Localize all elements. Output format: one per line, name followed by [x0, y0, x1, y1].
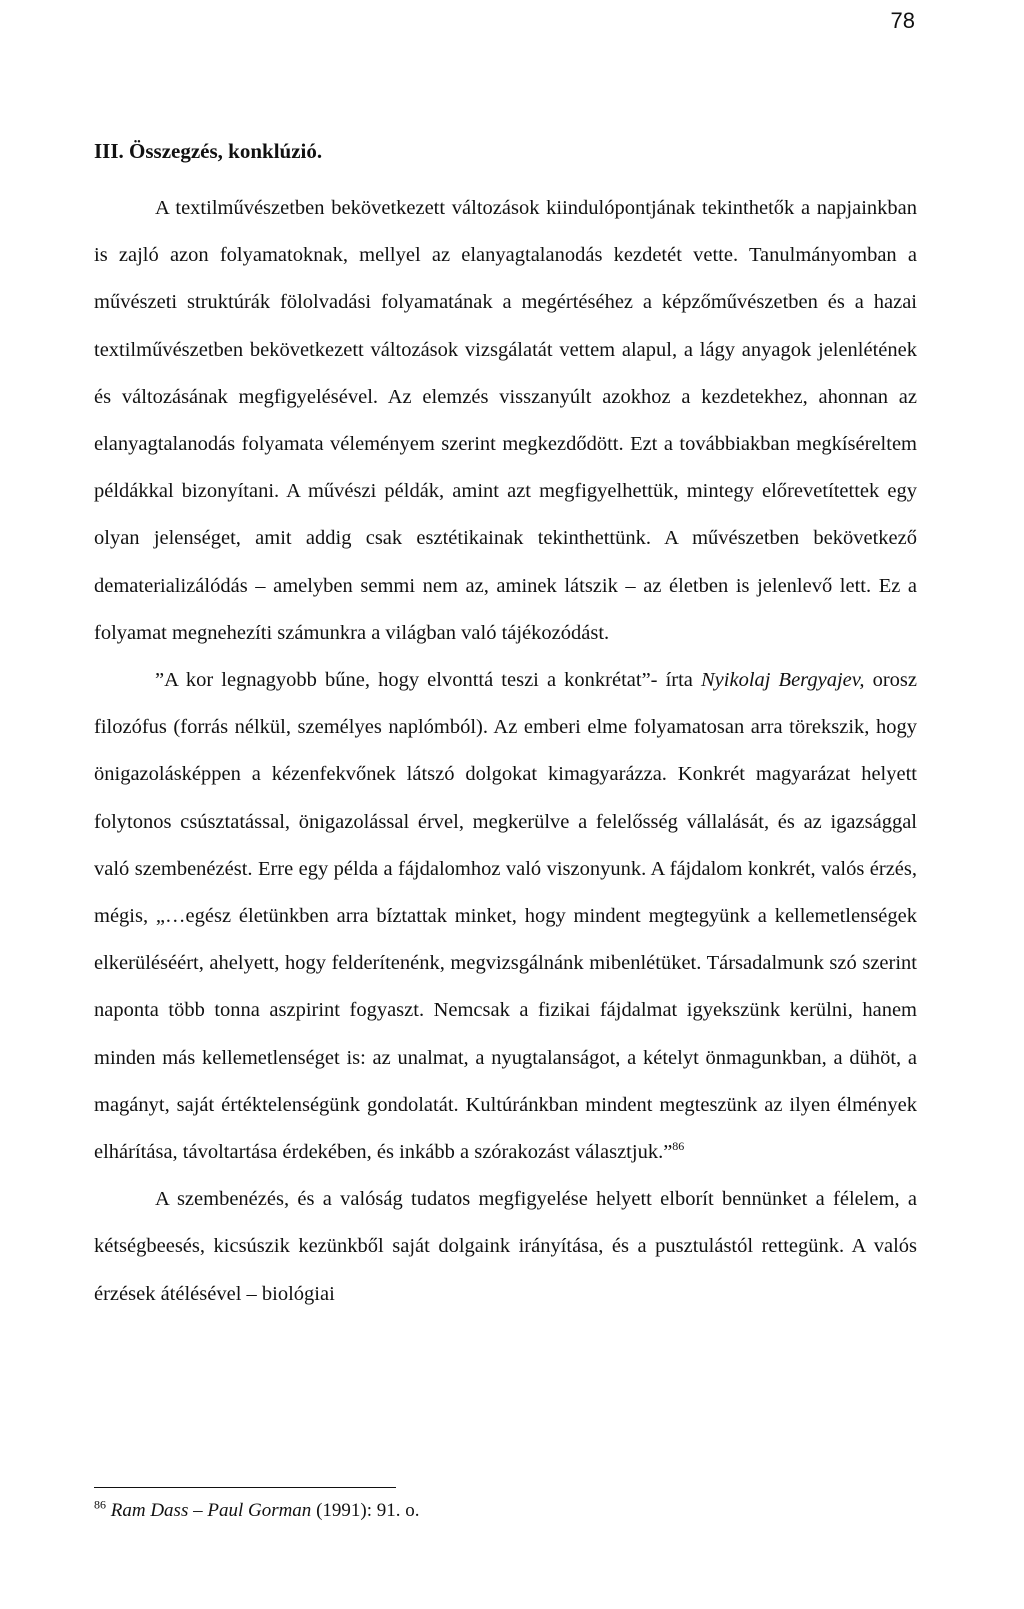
- page-number: 78: [890, 8, 915, 33]
- footnote-divider: [94, 1487, 396, 1488]
- paragraph-2-body: orosz filozófus (forrás nélkül, személyes naplómból). Az emberi elme folyamatosan arra törekszik, hogy önigazolásképpen a kézenfekvőnek látszó dolgokat kimagyarázza. Konkrét magyarázat helyett folytonos csúsztatással, önigazolással érvel, megkerülve a felelősség vállalását, és az igazsággal való szembenézést. Erre egy példa a fájdalomhoz való viszonyunk. A fájdalom konkrét, valós érzés, mégis, „…egész életünkben arra bíztattak minket, hogy mindent megtegyünk a kellemetlenségek elkerüléséért, ahelyett, hogy felderítenénk, megvizsgálnánk mibenlétüket. Társadalmunk szó szerint naponta több tonna aszpirint fogyaszt. Nemcsak a fizikai fájdalmat igyekszünk kerülni, hanem minden más kellemetlenséget is: az unalmat, a nyugtalanságot, a kételyt önmagunkban, a dühöt, a magányt, saját értéktelenségünk gondolatát. Kultúránkban mindent megteszünk az ilyen élmények elhárítása, távoltartása érdekében, és inkább a szórakozást választjuk.”: [94, 669, 917, 1164]
- quote-intro: ”A kor legnagyobb bűne, hogy elvonttá teszi a konkrétat”- írta: [155, 669, 701, 692]
- section-heading: III. Összegzés, konklúzió.: [94, 139, 323, 163]
- footnote-citation: (1991): 91. o.: [311, 1500, 420, 1521]
- footnote-reference[interactable]: 86: [672, 1139, 685, 1154]
- paragraph-1: A textilművészetben bekövetkezett változások kiindulópontjának tekinthetők a napjainkban is zajló azon folyamatoknak, mellyel az elanyagtalanodás kezdetét vette. Tanulmányomban a művészeti struktúrák fölolvadási folyamatának a megértéséhez a képzőművészetben és a hazai textilművészetben bekövetkezett változások vizsgálatát vettem alapul, a lágy anyagok jelenlétének és változásának megfigyelésével. Az elemzés visszanyúlt azokhoz a kezdetekhez, ahonnan az elanyagtalanodás folyamata véleményem szerint megkezdődött. Ezt a továbbiakban megkíséreltem példákkal bizonyítani. A művészi példák, amint azt megfigyelhettük, mintegy előrevetítettek egy olyan jelenséget, amit addig csak esztétikainak tekinthettünk. A művészetben bekövetkező dematerializálódás – amelyben semmi nem az, aminek látszik – az életben is jelenlevő lett. Ez a folyamat megnehezíti számunkra a világban való tájékozódást.: [94, 197, 917, 644]
- body-text: [94, 185, 917, 1318]
- footnote-authors: Ram Dass – Paul Gorman: [110, 1500, 312, 1521]
- author-name: Nyikolaj Bergyajev,: [701, 669, 865, 692]
- paragraph-3: A szembenézés, és a valóság tudatos megfigyelése helyett elborít bennünket a félelem, a kétségbeesés, kicsúszik kezünkből saját dolgaink irányítása, és a pusztulástól rettegünk. A valós érzések átélésével – biológiai: [94, 1188, 917, 1305]
- footnote-number: 86: [94, 1497, 106, 1512]
- paragraph-2: [94, 657, 917, 1176]
- footnote: [94, 1497, 420, 1522]
